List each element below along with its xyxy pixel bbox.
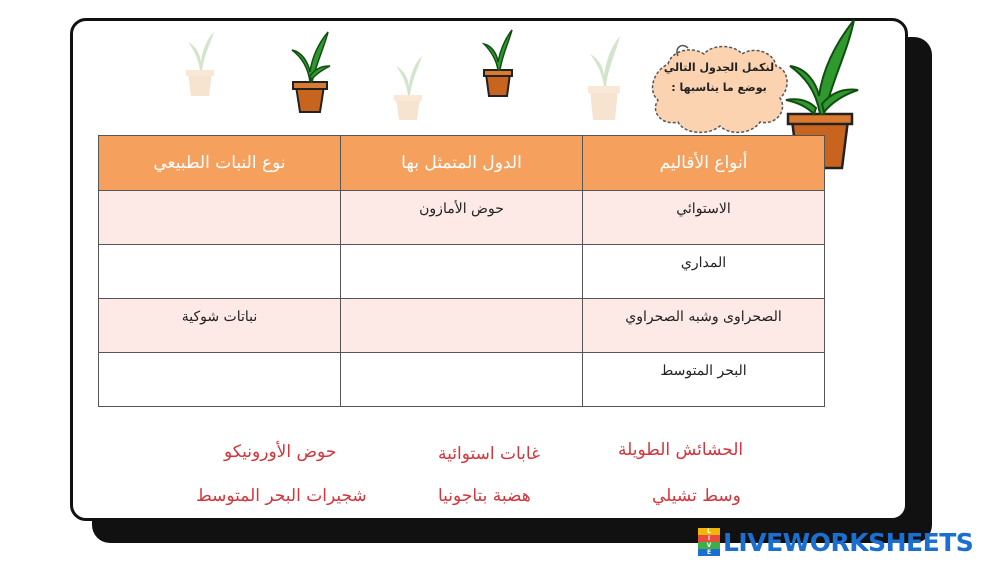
table-header-row bbox=[99, 136, 825, 191]
faded-plant-icon bbox=[180, 28, 220, 98]
countries-drop-cell[interactable] bbox=[341, 245, 583, 299]
header-regions: أنواع الأقاليم bbox=[583, 136, 825, 191]
countries-drop-cell[interactable] bbox=[341, 353, 583, 407]
instruction-line-2: بوضع ما يناسبها : bbox=[671, 81, 767, 94]
potted-plant-icon bbox=[480, 26, 516, 98]
table-row bbox=[99, 299, 825, 353]
header-countries: الدول المتمثل بها bbox=[341, 136, 583, 191]
potted-plant-icon bbox=[288, 26, 332, 116]
liveworksheets-logo bbox=[698, 528, 973, 556]
region-cell: الصحراوى وشبه الصحراوي bbox=[583, 299, 825, 353]
vegetation-drop-cell[interactable] bbox=[99, 191, 341, 245]
header-vegetation: نوع النبات الطبيعي bbox=[99, 136, 341, 191]
drag-option-central-chile[interactable]: وسط تشيلي bbox=[652, 486, 741, 506]
liveworksheets-logo-icon: L I V E bbox=[698, 528, 720, 556]
region-cell: الاستوائي bbox=[583, 191, 825, 245]
vegetation-drop-cell[interactable] bbox=[99, 245, 341, 299]
drag-option-patagonia-plateau[interactable]: هضبة بتاجونيا bbox=[438, 486, 531, 506]
faded-plant-icon bbox=[584, 32, 624, 122]
instruction-text bbox=[648, 58, 790, 98]
drag-option-tall-grass[interactable]: الحشائش الطويلة bbox=[618, 440, 744, 460]
region-cell: المداري bbox=[583, 245, 825, 299]
instruction-line-1: لنكمل الجدول التالي bbox=[663, 61, 775, 74]
regions-table bbox=[98, 135, 825, 407]
drag-option-orinoco-basin[interactable]: حوض الأورونيكو bbox=[224, 442, 337, 462]
faded-plant-icon bbox=[390, 50, 426, 122]
vegetation-cell[interactable]: نباتات شوكية bbox=[99, 299, 341, 353]
table-row bbox=[99, 353, 825, 407]
region-cell: البحر المتوسط bbox=[583, 353, 825, 407]
table-row bbox=[99, 191, 825, 245]
table-row bbox=[99, 245, 825, 299]
drag-option-equatorial-forests[interactable]: غابات استوائية bbox=[438, 444, 540, 464]
drag-option-mediterranean-shrubs[interactable]: شجيرات البحر المتوسط bbox=[196, 486, 367, 506]
liveworksheets-logo-text: LIVEWORKSHEETS bbox=[723, 527, 974, 557]
vegetation-drop-cell[interactable] bbox=[99, 353, 341, 407]
countries-drop-cell[interactable] bbox=[341, 299, 583, 353]
countries-cell[interactable]: حوض الأمازون bbox=[341, 191, 583, 245]
